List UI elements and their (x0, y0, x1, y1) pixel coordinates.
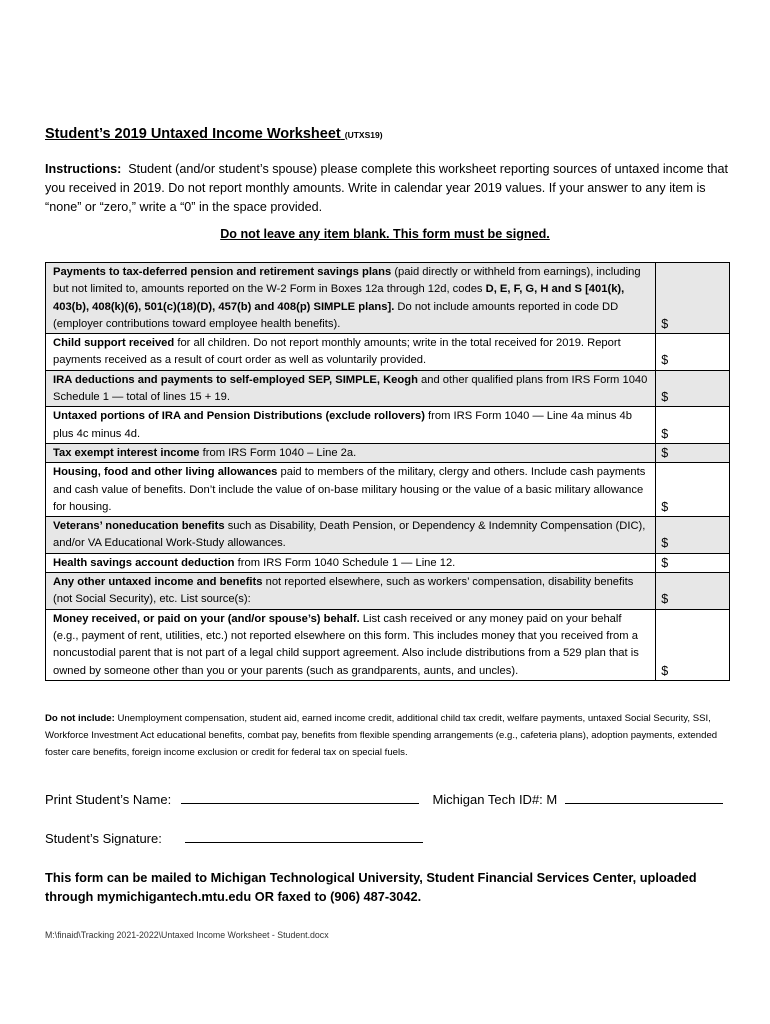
instructions-text: Student (and/or student’s spouse) please complete this worksheet reporting sources of untaxed income that you received in 2019. Do not report monthly amounts. Write in calendar year 2019 values. If your answer to any item is “none” or “zero,” write a “0” in the space provided. (45, 162, 728, 214)
table-row (46, 553, 730, 572)
dollar-sign: $ (661, 445, 669, 460)
row-bold-text: Child support received (53, 337, 175, 350)
dollar-sign: $ (661, 353, 669, 368)
signature-field[interactable] (185, 830, 423, 843)
warning-notice: Do not leave any item blank. This form must be signed. (220, 227, 550, 241)
page-title (45, 126, 383, 142)
row-text-text: (paid directly or withheld from earnings), including but not limited to, amounts reported on the W-2 Form in Boxes 12a through 12d, codes (53, 266, 641, 296)
amount-cell[interactable] (656, 517, 730, 554)
dollar-sign: $ (661, 592, 669, 607)
student-name-field[interactable] (181, 791, 419, 804)
signature-row (45, 830, 423, 846)
row-text-text: not reported elsewhere, such as workers’ compensation, disability benefits (not Social Security), etc. List source(s): (53, 576, 634, 606)
instructions (45, 160, 730, 217)
row-bold-text: IRA deductions and payments to self-employed SEP, SIMPLE, Keogh (53, 373, 418, 386)
row-description (46, 517, 656, 554)
file-path-footer: M:\finaid\Tracking 2021-2022\Untaxed Income Worksheet - Student.docx (45, 930, 329, 940)
row-description (46, 334, 656, 371)
row-bold-text: Health savings account deduction (53, 556, 235, 569)
instructions-label: Instructions: (45, 162, 122, 176)
row-bold-text: Payments to tax-deferred pension and retirement savings plans (53, 266, 392, 278)
do-not-include-label: Do not include: (45, 713, 115, 724)
row-bold-text: Tax exempt interest income (53, 446, 200, 459)
table-row (46, 334, 730, 371)
do-not-include-text: Unemployment compensation, student aid, earned income credit, additional child tax credit, welfare payments, untaxed Social Security, SSI, Workforce Investment Act educational benefits, combat pay, benefits from flexible spending arrangements (e.g., cafeteria plans), adoption payments, extended foster care benefits, foreign income exclusion or credit for federal tax on special fuels. (45, 713, 718, 758)
table-row (46, 370, 730, 407)
amount-cell[interactable] (656, 407, 730, 444)
row-text-text: List cash received or any money paid on your behalf (e.g., payment of rent, utilities, etc.) not reported elsewhere on this form. This includes money that you received from a noncustodial parent that is not part of a legal child support agreement. Also include distributions from a 529 plan that is owned by someone other than you or your parents (such as grandparents, aunts, and uncles). (53, 612, 639, 677)
student-id-label: Michigan Tech ID#: M (432, 792, 558, 807)
row-bold-text: Untaxed portions of IRA and Pension Distributions (exclude rollovers) (53, 410, 425, 423)
income-table (45, 262, 730, 681)
row-description (46, 370, 656, 407)
row-text-text: for all children. Do not report monthly amounts; write in the total received for 2019. Report payments received as a result of court order as well as voluntarily provided. (53, 337, 621, 367)
dollar-sign: $ (661, 663, 669, 678)
student-name-row (45, 791, 723, 807)
row-bold-text: Any other untaxed income and benefits (53, 576, 263, 589)
row-description (46, 573, 656, 610)
row-text-2-text: Do not include amounts reported in code DD (employer contributions toward employee health benefits). (53, 300, 619, 330)
row-bold-text: Veterans’ noneducation benefits (53, 520, 225, 533)
dollar-sign: $ (661, 555, 669, 570)
amount-cell[interactable] (656, 443, 730, 462)
dollar-sign: $ (661, 426, 669, 441)
row-bold-text: Money received, or paid on your (and/or spouse’s) behalf. (53, 612, 360, 625)
student-id-field[interactable] (565, 791, 723, 804)
row-text-text: from IRS Form 1040 – Line 2a. (199, 446, 357, 459)
table-row (46, 517, 730, 554)
table-row (46, 463, 730, 517)
amount-cell[interactable] (656, 553, 730, 572)
amount-cell[interactable] (656, 573, 730, 610)
row-bold-text: Housing, food and other living allowances (53, 466, 278, 479)
form-code: (UTXS19) (344, 130, 383, 140)
dollar-sign: $ (661, 499, 669, 514)
table-row (46, 407, 730, 444)
row-description (46, 609, 656, 680)
table-row (46, 573, 730, 610)
amount-cell[interactable] (656, 609, 730, 680)
do-not-include-note (45, 711, 735, 761)
dollar-sign: $ (661, 536, 669, 551)
amount-cell[interactable] (656, 334, 730, 371)
dollar-sign: $ (661, 390, 669, 405)
title-main: Student’s 2019 Untaxed Income Worksheet (45, 126, 341, 142)
mailing-instructions: This form can be mailed to Michigan Technological University, Student Financial Services Center, uploaded through mymichigantech.mtu.edu OR faxed to (906) 487-3042. (45, 870, 697, 904)
row-description (46, 553, 656, 572)
table-row (46, 443, 730, 462)
row-text-text: and other qualified plans from IRS Form 1040 Schedule 1 — total of lines 15 + 19. (53, 373, 648, 404)
row-description (46, 263, 656, 334)
row-description (46, 407, 656, 444)
row-text-text: from IRS Form 1040 — Line 4a minus 4b plus 4c minus 4d. (53, 410, 632, 440)
student-name-label: Print Student’s Name: (45, 792, 172, 807)
table-row (46, 263, 730, 334)
row-bold-2-text: D, E, F, G, H and S [401(k), 403(b), 408(k)(6), 501(c)(18)(D), 457(b) and 408(p) SIMPLE plans]. (53, 283, 625, 313)
row-text-text: from IRS Form 1040 Schedule 1 — Line 12. (234, 556, 456, 569)
amount-cell[interactable] (656, 370, 730, 407)
row-description (46, 443, 656, 462)
amount-cell[interactable] (656, 263, 730, 334)
row-text-text: paid to members of the military, clergy and others. Include cash payments and cash value of benefits. Don’t include the value of on-base military housing or the value of a basic military allowance for housing. (53, 466, 646, 513)
row-description (46, 463, 656, 517)
table-row (46, 609, 730, 680)
row-text-text: such as Disability, Death Pension, or Dependency & Indemnity Compensation (DIC), and/or VA Educational Work-Study allowances. (53, 520, 646, 550)
dollar-sign: $ (661, 316, 669, 331)
amount-cell[interactable] (656, 463, 730, 517)
signature-label: Student’s Signature: (45, 831, 162, 846)
